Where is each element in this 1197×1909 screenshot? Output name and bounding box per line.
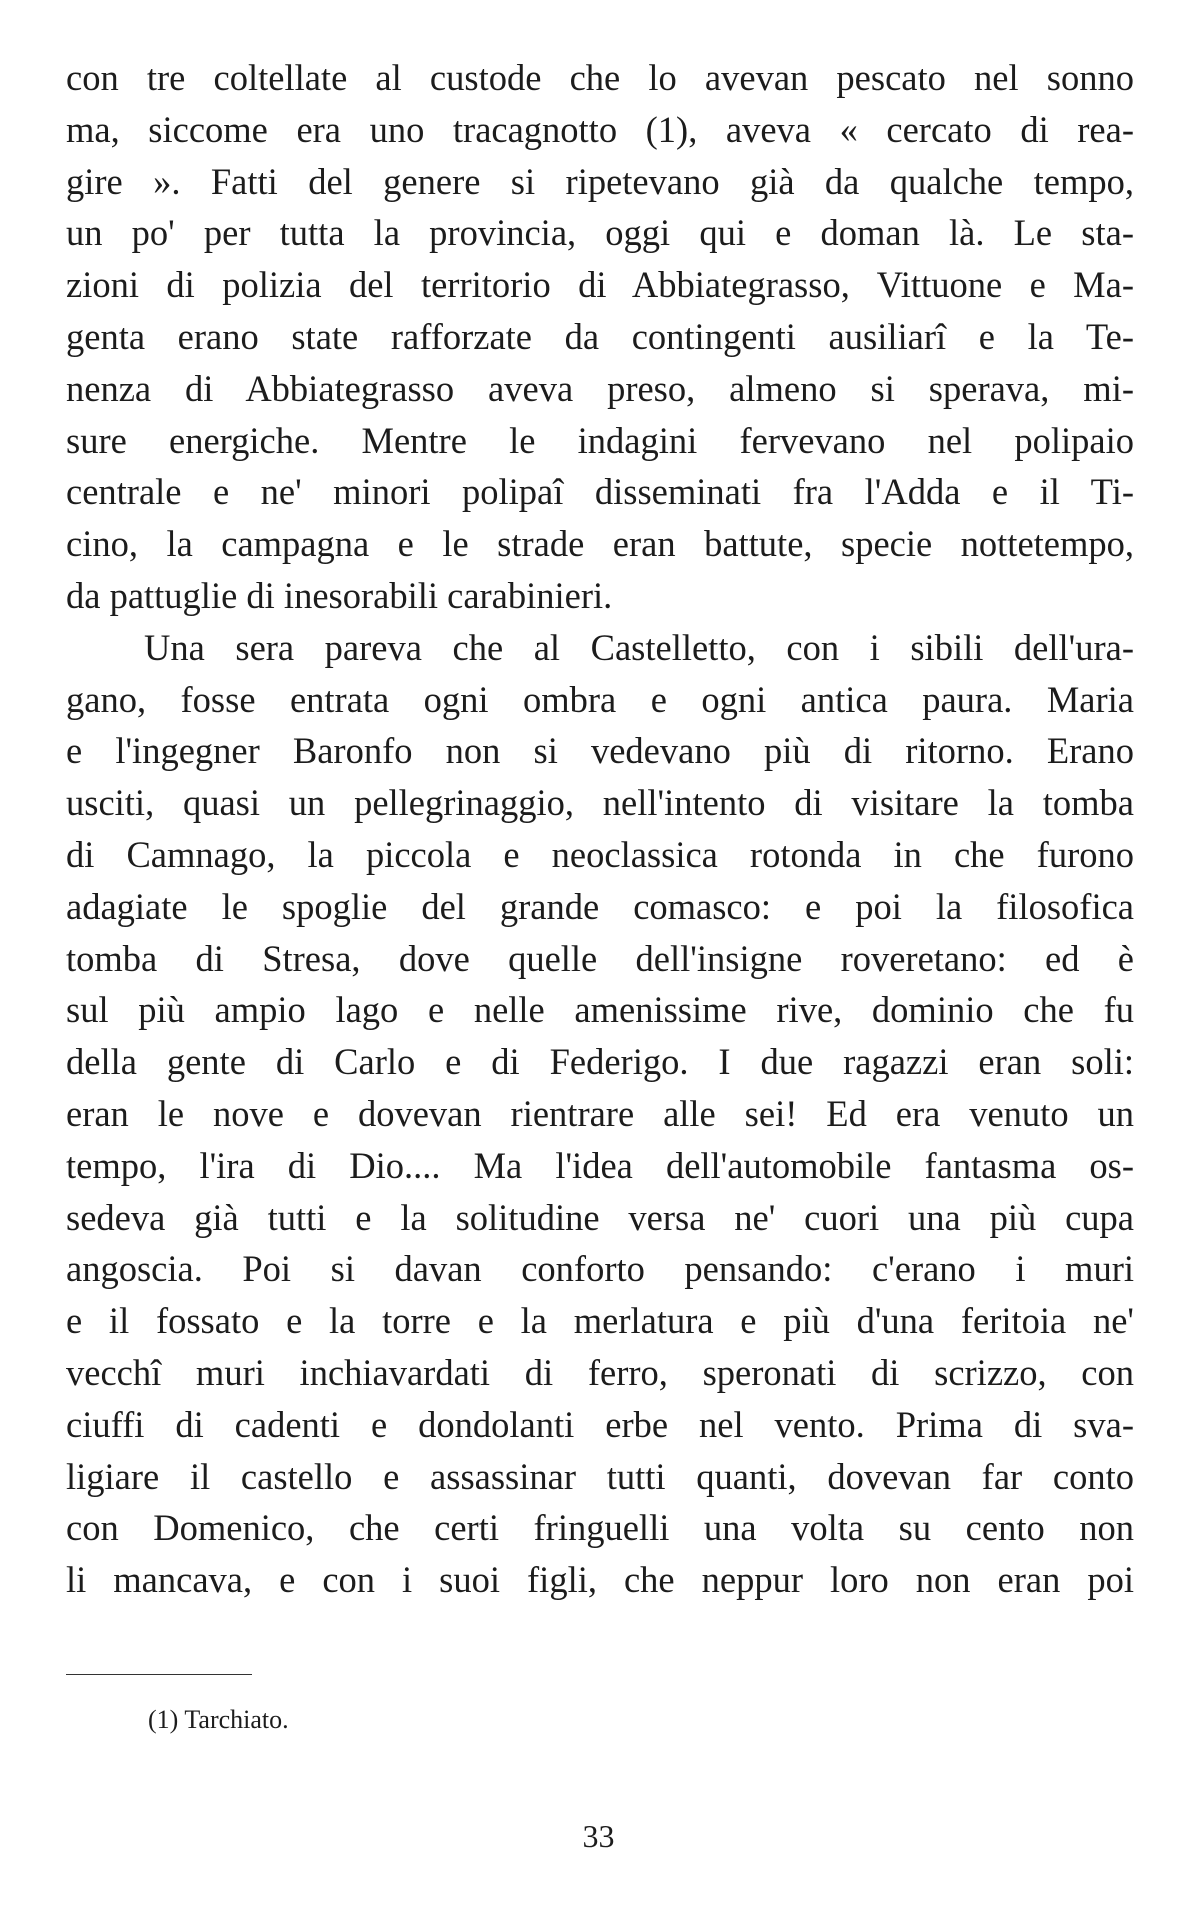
text-line: e l'ingegner Baronfo non si vedevano più di ritorno. Erano (66, 730, 1134, 772)
text-line-paragraph-start: Una sera pareva che al Castelletto, con i sibili dell'ura- (144, 626, 1134, 668)
text-line: sul più ampio lago e nelle amenissime rive, dominio che fu (66, 989, 1134, 1031)
text-line: gire ». Fatti del genere si ripetevano già da qualche tempo, (66, 160, 1134, 202)
text-line: sedeva già tutti e la solitudine versa ne' cuori una più cupa (66, 1196, 1134, 1238)
text-line: sure energiche. Mentre le indagini fervevano nel polipaio (66, 419, 1134, 461)
text-line: vecchî muri inchiavardati di ferro, speronati di scrizzo, con (66, 1351, 1134, 1393)
text-line: gano, fosse entrata ogni ombra e ogni antica paura. Maria (66, 678, 1134, 720)
text-line: della gente di Carlo e di Federigo. I due ragazzi eran soli: (66, 1041, 1134, 1083)
text-line: ciuffi di cadenti e dondolanti erbe nel vento. Prima di sva- (66, 1403, 1134, 1445)
text-line: da pattuglie di inesorabili carabinieri. (66, 574, 613, 616)
text-line: li mancava, e con i suoi figli, che neppur loro non eran poi (66, 1559, 1134, 1601)
text-line: un po' per tutta la provincia, oggi qui e doman là. Le sta- (66, 212, 1134, 254)
text-line: eran le nove e dovevan rientrare alle sei! Ed era venuto un (66, 1092, 1134, 1134)
page-number: 33 (582, 1818, 615, 1854)
footnote: (1) Tarchiato. (148, 1705, 289, 1734)
text-line: tomba di Stresa, dove quelle dell'insigne roveretano: ed è (66, 937, 1134, 979)
text-line: con tre coltellate al custode che lo avevan pescato nel sonno (66, 57, 1134, 98)
text-line: ligiare il castello e assassinar tutti quanti, dovevan far conto (66, 1455, 1134, 1497)
text-line: e il fossato e la torre e la merlatura e più d'una feritoia ne' (66, 1300, 1134, 1342)
text-line: nenza di Abbiategrasso aveva preso, almeno si sperava, mi- (66, 367, 1134, 409)
text-line: adagiate le spoglie del grande comasco: e poi la filosofica (66, 885, 1134, 927)
body-text (66, 52, 1134, 1606)
text-line: usciti, quasi un pellegrinaggio, nell'intento di visitare la tomba (66, 782, 1134, 824)
footnote-divider (66, 1674, 252, 1675)
text-line: di Camnago, la piccola e neoclassica rotonda in che furono (66, 833, 1134, 875)
text-line: angoscia. Poi si davan conforto pensando: c'erano i muri (66, 1248, 1134, 1290)
text-line: centrale e ne' minori polipaî disseminati fra l'Adda e il Ti- (66, 471, 1134, 513)
text-line: con Domenico, che certi fringuelli una volta su cento non (66, 1507, 1134, 1549)
text-line: zioni di polizia del territorio di Abbiategrasso, Vittuone e Ma- (66, 264, 1134, 306)
text-line: tempo, l'ira di Dio.... Ma l'idea dell'automobile fantasma os- (66, 1144, 1134, 1186)
text-line: ma, siccome era uno tracagnotto (1), aveva « cercato di rea- (66, 108, 1134, 150)
text-line: cino, la campagna e le strade eran battute, specie nottetempo, (66, 523, 1134, 565)
text-line: genta erano state rafforzate da contingenti ausiliarî e la Te- (66, 315, 1134, 357)
